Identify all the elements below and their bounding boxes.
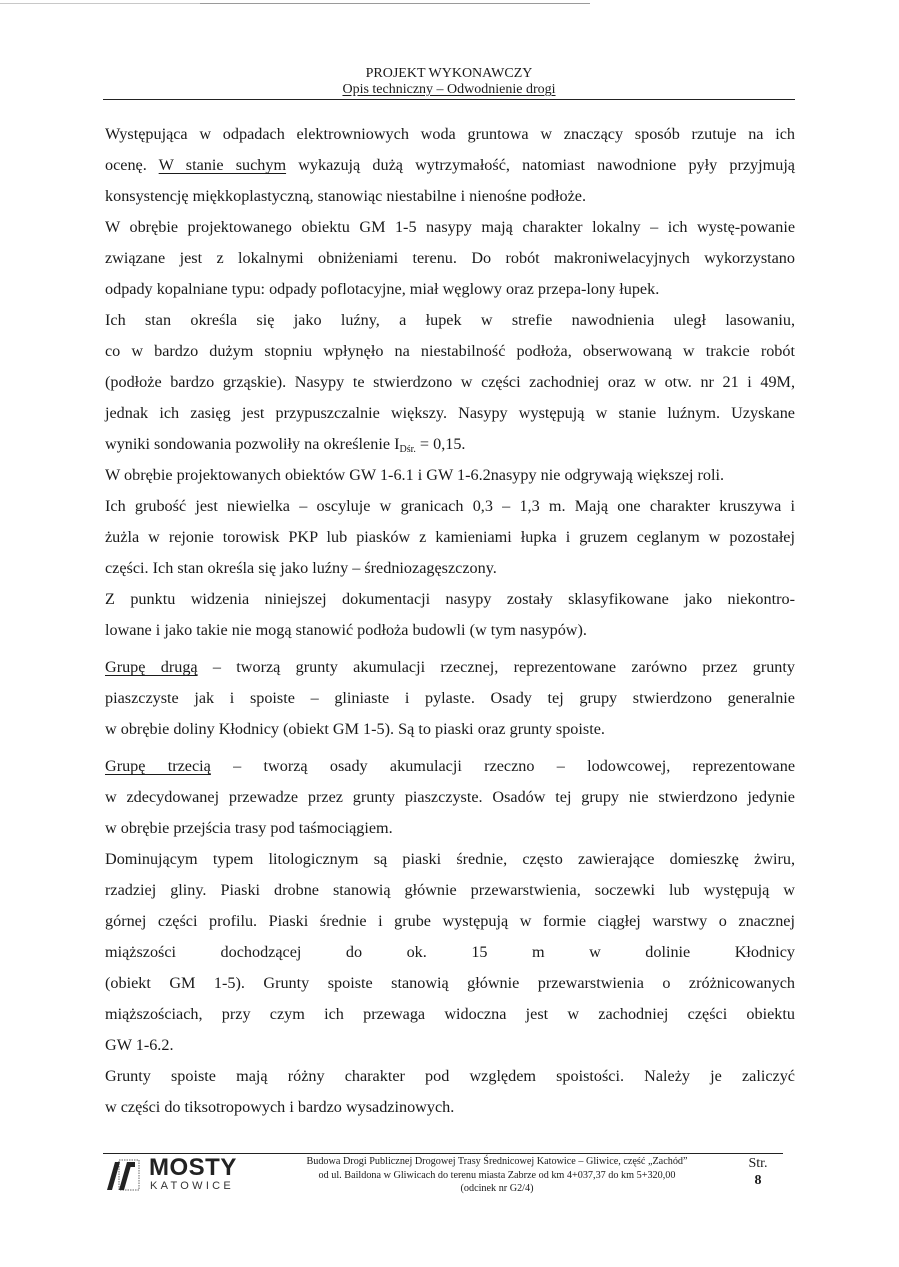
text-line [105, 714, 795, 745]
text-line [105, 274, 795, 305]
text-span: (podłoże bardzo grząskie). Nasypy te stwierdzono w części zachodniej oraz w otw. nr 21 i 49M, [105, 373, 795, 391]
text-line [105, 584, 795, 615]
text-span: Dominującym typem litologicznym są piaski średnie, często zawierające domieszkę żwiru, [105, 850, 795, 868]
text-span: odpady kopalniane typu: odpady poflotacyjne, miał węglowy oraz przepa-lony łupek. [105, 280, 660, 298]
text-line [105, 844, 795, 875]
text-span: w obrębie przejścia trasy pod taśmociągiem. [105, 819, 393, 837]
text-span: lowane i jako takie nie mogą stanowić podłoża budowli (w tym nasypów). [105, 621, 587, 639]
text-line [105, 875, 795, 906]
text-span: W obrębie projektowanych obiektów GW 1-6.1 i GW 1-6.2nasypy nie odgrywają większej roli. [105, 466, 725, 484]
header-divider [103, 99, 795, 100]
text-line [105, 429, 795, 460]
text-line [105, 1061, 795, 1092]
text-span: wykazują dużą wytrzymałość, natomiast nawodnione pyły przyjmują [286, 156, 795, 174]
text-line [105, 999, 795, 1030]
text-line [105, 652, 795, 683]
document-body [105, 119, 795, 1123]
text-span: górnej części profilu. Piaski średnie i grube występują w formie ciągłej warstwy o znacznej [105, 912, 795, 930]
text-span: co w bardzo dużym stopniu wpłynęło na niestabilność podłoża, obserwowaną w trakcie robót [105, 342, 795, 360]
project-line: (odcinek nr G2/4) [460, 1183, 534, 1194]
text-span: GW 1-6.2. [105, 1036, 174, 1054]
text-line [105, 181, 795, 212]
text-line [105, 212, 795, 243]
text-span: Występująca w odpadach elektrowniowych woda gruntowa w znaczący sposób rzutuje na ich [105, 125, 795, 143]
project-line: od ul. Baildona w Gliwicach do terenu miasta Zabrze od km 4+037,37 do km 5+320,00 [318, 1169, 676, 1181]
text-span: rzadziej gliny. Piaski drobne stanowią głównie przewarstwienia, soczewki lub występują w [105, 881, 795, 899]
text-line [105, 751, 795, 782]
underlined-term: W stanie suchym [158, 156, 287, 174]
text-span: Z punktu widzenia niniejszej dokumentacji nasypy zostały sklasyfikowane jako niekontro- [105, 590, 795, 608]
document-title: PROJEKT WYKONAWCZY [365, 66, 533, 81]
text-line [105, 813, 795, 844]
text-line [105, 553, 795, 584]
underlined-term: Grupę trzecią [105, 757, 211, 775]
text-span: Ich stan określa się jako luźny, a łupek w strefie nawodnienia uległ lasowaniu, [105, 311, 795, 329]
text-line [105, 367, 795, 398]
text-span: W obrębie projektowanego obiektu GM 1-5 nasypy mają charakter lokalny – ich wystę-powanie [105, 218, 795, 236]
text-span: jednak ich zasięg jest przypuszczalnie większy. Nasypy występują w stanie luźnym. Uzyskane [105, 404, 795, 422]
page-number: 8 [754, 1173, 762, 1188]
text-line [105, 615, 795, 646]
text-line [105, 906, 795, 937]
text-span: związane jest z lokalnymi obniżeniami terenu. Do robót makroniwelacyjnych wykorzystano [105, 249, 795, 267]
page-label: Str. [748, 1156, 768, 1171]
text-span: żużla w rejonie torowisk PKP lub piasków z kamieniami łupka i gruzem ceglanym w pozostałej [105, 528, 795, 546]
company-logo [105, 1154, 245, 1194]
text-span: piaszczyste jak i spoiste – gliniaste i pylaste. Osady tej grupy stwierdzono generalnie [105, 689, 795, 707]
page-header [103, 66, 795, 98]
text-span: miąższościach, przy czym ich przewaga widoczna jest w zachodniej części obiektu [105, 1005, 795, 1023]
text-span: ocenę. [105, 156, 159, 174]
text-line [105, 460, 795, 491]
text-span: części. Ich stan określa się jako luźny – średniozagęszczony. [105, 559, 497, 577]
text-line [105, 491, 795, 522]
text-line [105, 683, 795, 714]
text-line [105, 119, 795, 150]
text-span: Ich grubość jest niewielka – oscyluje w granicach 0,3 – 1,3 m. Mają one charakter kruszywa i [105, 497, 795, 515]
text-line [105, 1030, 795, 1061]
text-line [105, 522, 795, 553]
project-line: Budowa Drogi Publicznej Drogowej Trasy Średnicowej Katowice – Gliwice, część „Zachód” [306, 1156, 688, 1167]
text-span: (obiekt GM 1-5). Grunty spoiste stanowią głównie przewarstwienia o zróżnicowanych [105, 974, 795, 992]
text-span: – tworzą osady akumulacji rzeczno – lodowcowej, reprezentowane [210, 757, 796, 775]
text-line [105, 782, 795, 813]
logo-city: KATOWICE [150, 1180, 235, 1192]
text-line [105, 305, 795, 336]
underlined-term: Grupę drugą [105, 658, 198, 676]
text-span: wyniki sondowania pozwoliły na określenie I [105, 435, 400, 453]
text-span: konsystencję miękkoplastyczną, stanowiąc niestabilne i nienośne podłoże. [105, 187, 586, 205]
text-span: miąższości dochodzącej do ok. 15 m w dolinie Kłodnicy [105, 943, 795, 961]
text-span: Grunty spoiste mają różny charakter pod względem spoistości. Należy je zaliczyć [105, 1067, 795, 1085]
text-line [105, 150, 795, 181]
text-span: – tworzą grunty akumulacji rzecznej, reprezentowane zarówno przez grunty [197, 658, 795, 676]
project-description [262, 1155, 732, 1196]
text-line [105, 937, 795, 968]
text-line [105, 398, 795, 429]
logo-name: MOSTY [149, 1154, 237, 1181]
subscript: Dśr. [399, 444, 416, 455]
text-span: w obrębie doliny Kłodnicy (obiekt GM 1-5). Są to piaski oraz grunty spoiste. [105, 720, 605, 738]
text-span: w części do tiksotropowych i bardzo wysadzinowych. [105, 1098, 455, 1116]
text-line [105, 1092, 795, 1123]
mosty-logo-icon [105, 1158, 141, 1192]
page-number-box [742, 1155, 774, 1189]
text-line [105, 243, 795, 274]
text-line [105, 336, 795, 367]
text-span: w zdecydowanej przewadze przez grunty piaszczyste. Osadów tej grupy nie stwierdzono jedynie [105, 788, 795, 806]
text-line [105, 968, 795, 999]
scan-artifact [200, 3, 590, 4]
scan-artifact [0, 3, 200, 4]
text-span: = 0,15. [415, 435, 466, 453]
document-subtitle: Opis techniczny – Odwodnienie drogi [342, 82, 556, 97]
